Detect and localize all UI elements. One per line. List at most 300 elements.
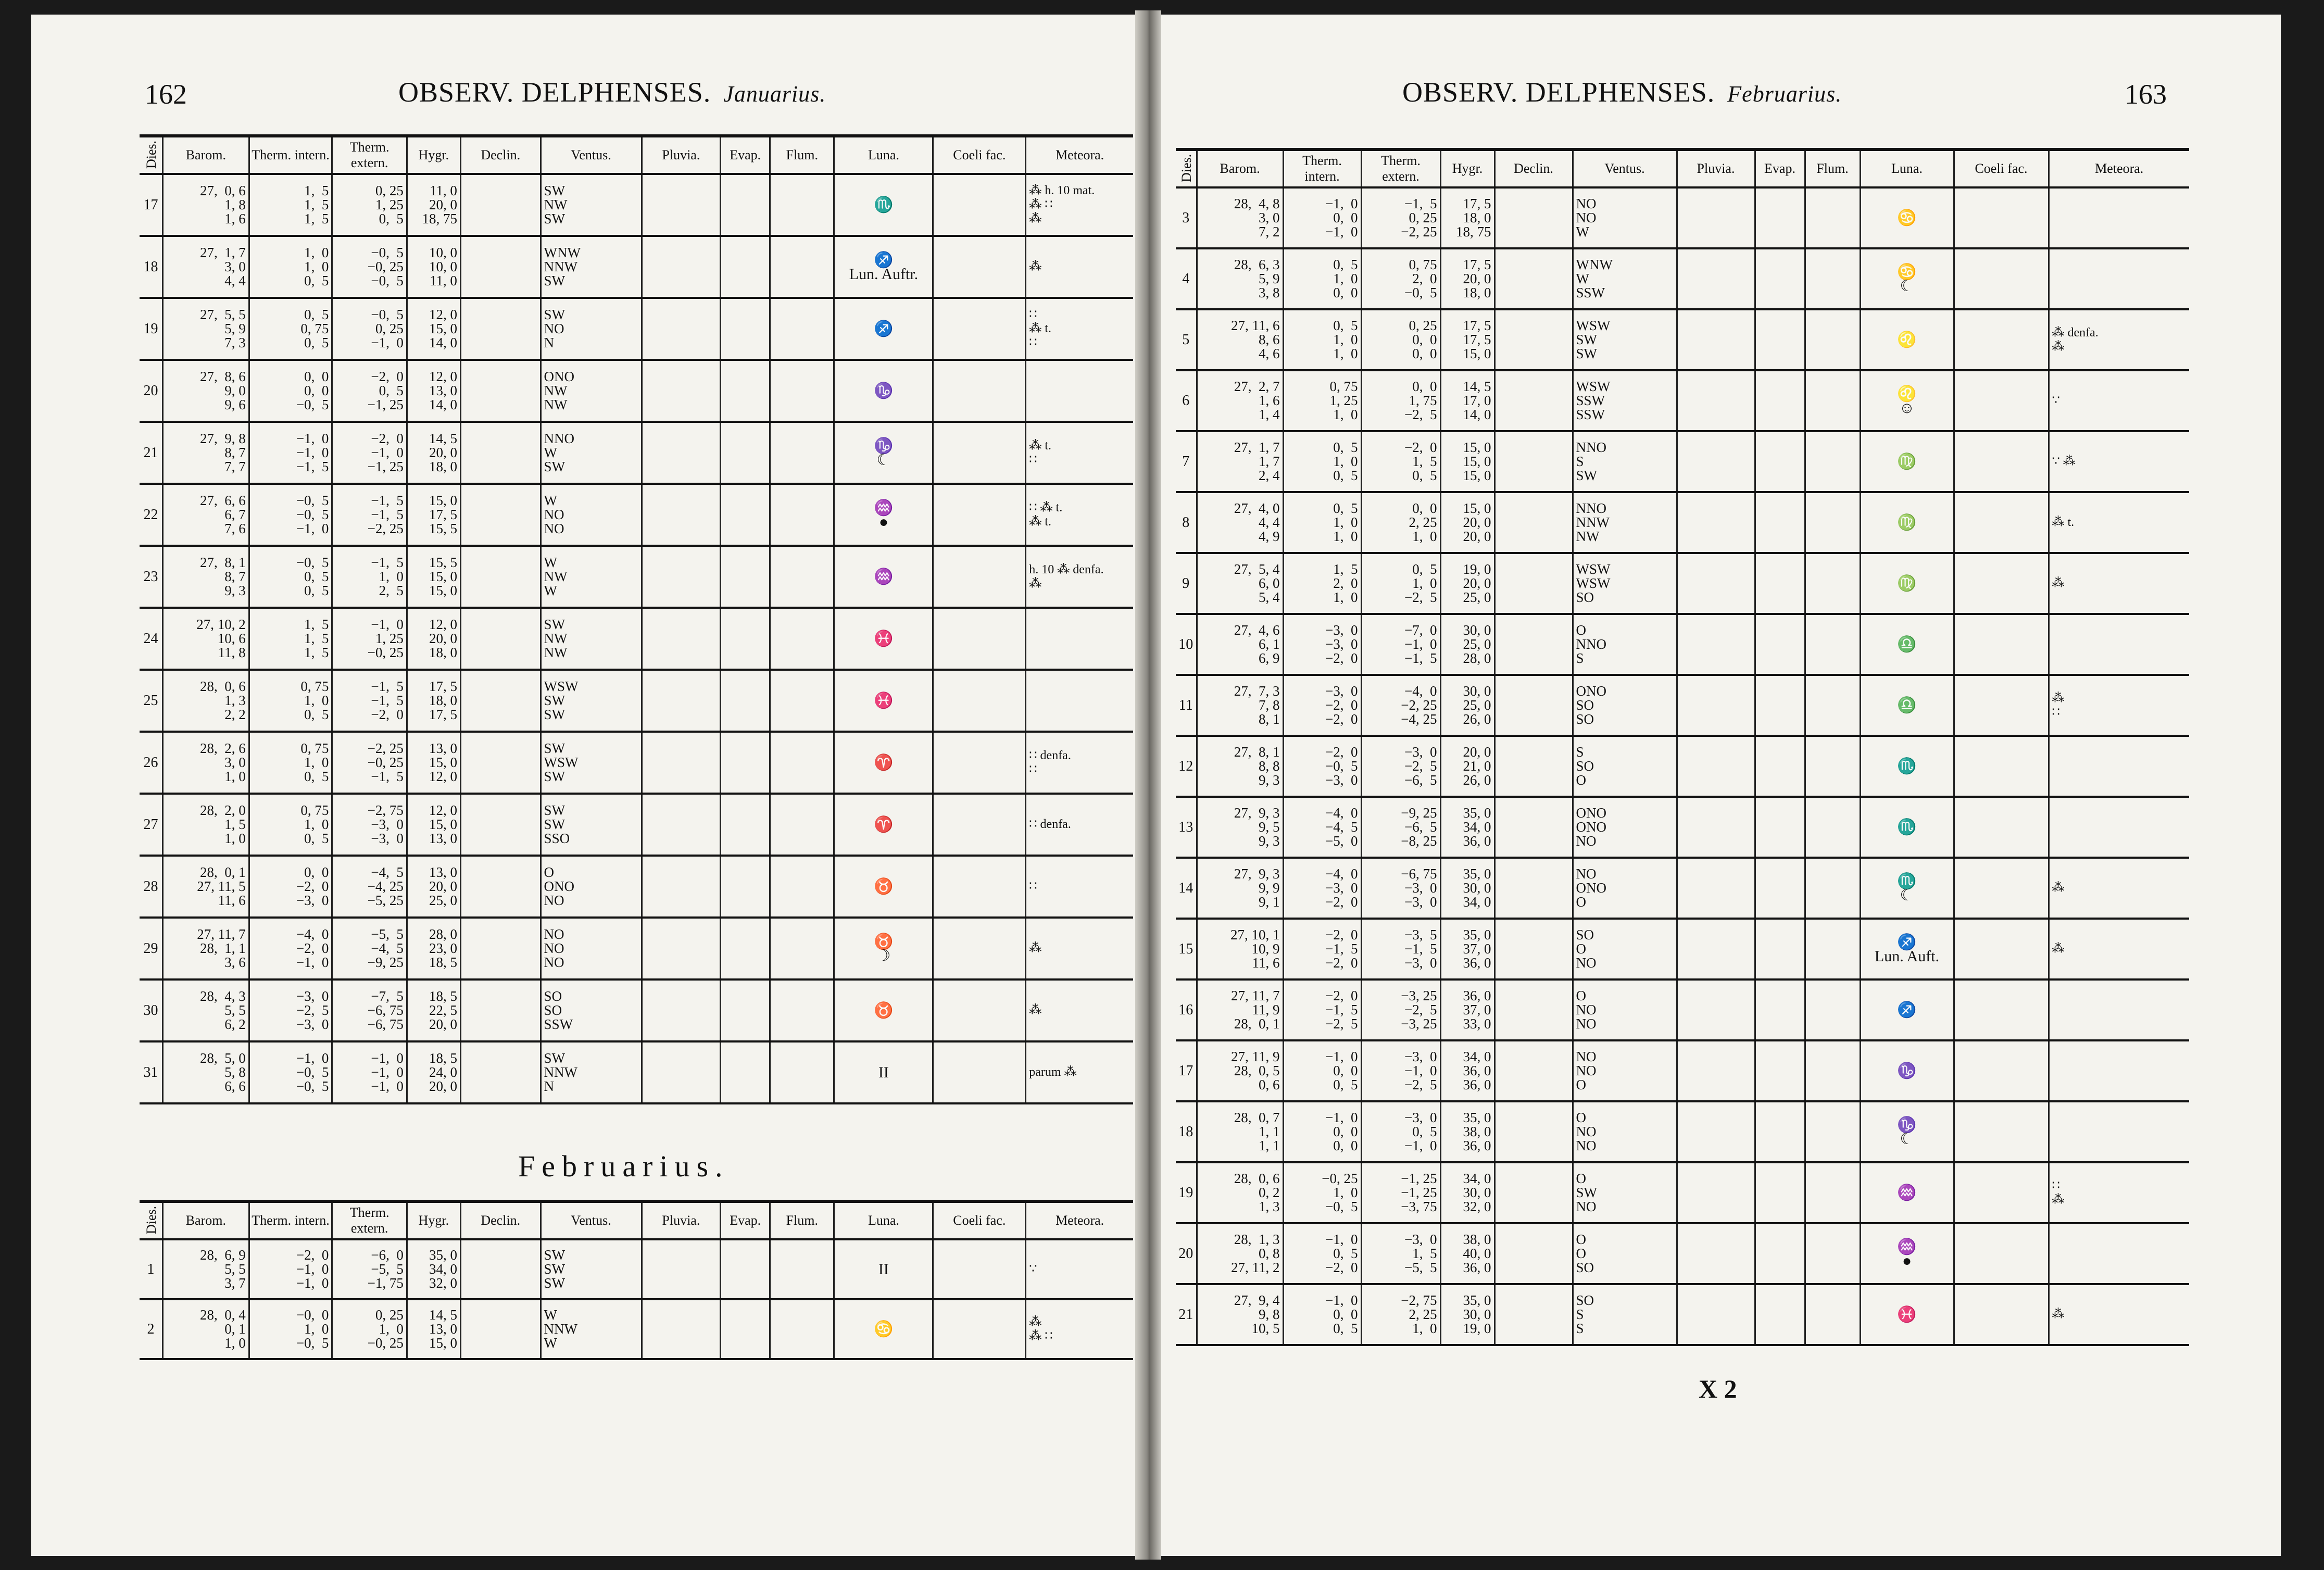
running-head xyxy=(1402,76,1842,108)
cell-therm-extern: −2, 75 −3, 0 −3, 0 xyxy=(332,794,407,856)
cell-coeli-fac xyxy=(933,236,1026,298)
cell-meteora xyxy=(2049,1223,2189,1284)
cell-meteora: ∵ ⁂ xyxy=(2049,431,2189,492)
cell-flum xyxy=(770,1041,834,1103)
cell-evap xyxy=(721,298,770,360)
cell-meteora xyxy=(2049,248,2189,309)
table-row xyxy=(1176,431,2189,492)
cell-therm-intern: 1, 5 2, 0 1, 0 xyxy=(1283,553,1361,614)
cell-therm-intern: −2, 0 −0, 5 −3, 0 xyxy=(1283,736,1361,797)
cell-declin xyxy=(1494,797,1573,858)
cell-therm-extern: −5, 5 −4, 5 −9, 25 xyxy=(332,918,407,979)
cell-therm-extern: −9, 25 −6, 5 −8, 25 xyxy=(1361,797,1440,858)
cell-meteora: ⁂ xyxy=(2049,919,2189,979)
cell-hygr: 13, 0 15, 0 12, 0 xyxy=(407,732,460,794)
cell-dies: 1 xyxy=(140,1239,162,1299)
cell-ventus: SW WSW SW xyxy=(541,732,642,794)
cell-coeli-fac xyxy=(1954,248,2049,309)
cell-luna: ♎ xyxy=(1860,614,1954,675)
cell-flum xyxy=(1805,492,1860,553)
cell-therm-extern: −3, 25 −2, 5 −3, 25 xyxy=(1361,979,1440,1040)
cell-declin xyxy=(1494,1284,1573,1345)
cell-hygr: 15, 0 15, 0 15, 0 xyxy=(1440,431,1494,492)
cell-coeli-fac xyxy=(1954,1040,2049,1101)
header-therm-intern: Therm. intern. xyxy=(1283,149,1361,187)
cell-therm-intern: −1, 0 0, 0 0, 5 xyxy=(1283,1284,1361,1345)
cell-therm-intern: −3, 0 −3, 0 −2, 0 xyxy=(1283,614,1361,675)
cell-luna: ♏ xyxy=(1860,736,1954,797)
cell-evap xyxy=(1755,979,1805,1040)
cell-dies: 3 xyxy=(1176,187,1197,248)
cell-therm-extern: 0, 75 2, 0 −0, 5 xyxy=(1361,248,1440,309)
cell-barom: 28, 2, 6 3, 0 1, 0 xyxy=(162,732,249,794)
cell-flum xyxy=(1805,248,1860,309)
cell-therm-extern: −0, 5 0, 25 −1, 0 xyxy=(332,298,407,360)
header-flum: Flum. xyxy=(770,136,834,174)
cell-declin xyxy=(1494,370,1573,431)
cell-barom: 27, 11, 7 28, 1, 1 3, 6 xyxy=(162,918,249,979)
table-row xyxy=(140,670,1133,732)
cell-pluvia xyxy=(1677,736,1755,797)
header-evap: Evap. xyxy=(721,136,770,174)
cell-therm-extern: 0, 5 1, 0 −2, 5 xyxy=(1361,553,1440,614)
cell-meteora: ⁂ xyxy=(1026,236,1133,298)
cell-hygr: 17, 5 17, 5 15, 0 xyxy=(1440,309,1494,370)
cell-meteora: ⁂ ⁂ ∷ xyxy=(1026,1299,1133,1359)
header-luna: Luna. xyxy=(1860,149,1954,187)
cell-hygr: 14, 5 20, 0 18, 0 xyxy=(407,422,460,484)
cell-pluvia xyxy=(1677,1223,1755,1284)
cell-luna: ♉ xyxy=(834,856,933,918)
cell-dies: 11 xyxy=(1176,675,1197,736)
cell-therm-extern: 0, 0 1, 75 −2, 5 xyxy=(1361,370,1440,431)
cell-hygr: 35, 0 30, 0 34, 0 xyxy=(1440,858,1494,919)
cell-luna: ♉ xyxy=(834,979,933,1041)
cell-pluvia xyxy=(1677,370,1755,431)
cell-luna: ♍ xyxy=(1860,492,1954,553)
cell-meteora xyxy=(2049,187,2189,248)
cell-evap xyxy=(1755,736,1805,797)
cell-therm-intern: −2, 0 −1, 0 −1, 0 xyxy=(249,1239,332,1299)
cell-evap xyxy=(721,1299,770,1359)
cell-luna: ♍ xyxy=(1860,553,1954,614)
cell-luna: II xyxy=(834,1239,933,1299)
cell-luna: ♍ xyxy=(1860,431,1954,492)
table-row xyxy=(1176,614,2189,675)
header-evap: Evap. xyxy=(721,1201,770,1239)
cell-hygr: 14, 5 13, 0 15, 0 xyxy=(407,1299,460,1359)
table-row xyxy=(140,794,1133,856)
cell-therm-intern: −1, 0 0, 0 0, 0 xyxy=(1283,1101,1361,1162)
cell-pluvia xyxy=(642,1239,721,1299)
cell-barom: 28, 4, 8 3, 0 7, 2 xyxy=(1197,187,1283,248)
cell-luna: ♉ ☽ xyxy=(834,918,933,979)
cell-evap xyxy=(1755,1040,1805,1101)
cell-pluvia xyxy=(642,422,721,484)
header-barom: Barom. xyxy=(162,1201,249,1239)
cell-ventus: O O SO xyxy=(1573,1223,1677,1284)
header-therm-extern: Therm. extern. xyxy=(332,136,407,174)
cell-therm-extern: −1, 0 1, 25 −0, 25 xyxy=(332,608,407,670)
cell-ventus: WNW NNW SW xyxy=(541,236,642,298)
cell-hygr: 35, 0 30, 0 19, 0 xyxy=(1440,1284,1494,1345)
header-coeli-fac: Coeli fac. xyxy=(933,1201,1026,1239)
cell-declin xyxy=(460,979,541,1041)
cell-flum xyxy=(770,918,834,979)
cell-evap xyxy=(721,1239,770,1299)
cell-evap xyxy=(721,1041,770,1103)
cell-declin xyxy=(460,298,541,360)
cell-evap xyxy=(721,856,770,918)
cell-hygr: 34, 0 36, 0 36, 0 xyxy=(1440,1040,1494,1101)
cell-barom: 28, 5, 0 5, 8 6, 6 xyxy=(162,1041,249,1103)
cell-evap xyxy=(721,174,770,236)
cell-meteora xyxy=(1026,670,1133,732)
table-row xyxy=(140,1299,1133,1359)
cell-therm-intern: −0, 5 0, 5 0, 5 xyxy=(249,546,332,608)
table-row xyxy=(1176,1223,2189,1284)
cell-flum xyxy=(1805,1101,1860,1162)
cell-barom: 27, 11, 6 8, 6 4, 6 xyxy=(1197,309,1283,370)
cell-declin xyxy=(1494,492,1573,553)
cell-declin xyxy=(460,422,541,484)
cell-hygr: 14, 5 17, 0 14, 0 xyxy=(1440,370,1494,431)
cell-coeli-fac xyxy=(933,484,1026,546)
cell-therm-extern: −3, 0 −2, 5 −6, 5 xyxy=(1361,736,1440,797)
header-meteora: Meteora. xyxy=(1026,1201,1133,1239)
cell-barom: 27, 4, 0 4, 4 4, 9 xyxy=(1197,492,1283,553)
cell-therm-intern: 0, 0 0, 0 −0, 5 xyxy=(249,360,332,422)
cell-flum xyxy=(1805,1040,1860,1101)
cell-pluvia xyxy=(642,918,721,979)
cell-barom: 27, 9, 4 9, 8 10, 5 xyxy=(1197,1284,1283,1345)
cell-luna: ♒ ● xyxy=(834,484,933,546)
cell-pluvia xyxy=(1677,797,1755,858)
cell-pluvia xyxy=(642,794,721,856)
cell-coeli-fac xyxy=(1954,309,2049,370)
cell-therm-intern: 1, 5 1, 5 1, 5 xyxy=(249,174,332,236)
cell-evap xyxy=(721,670,770,732)
cell-therm-intern: −1, 0 0, 0 −1, 0 xyxy=(1283,187,1361,248)
cell-flum xyxy=(770,1299,834,1359)
left-page xyxy=(31,15,1135,1556)
cell-therm-extern: 0, 0 2, 25 1, 0 xyxy=(1361,492,1440,553)
cell-hygr: 28, 0 23, 0 18, 5 xyxy=(407,918,460,979)
cell-barom: 27, 9, 3 9, 9 9, 1 xyxy=(1197,858,1283,919)
cell-ventus: ONO SO SO xyxy=(1573,675,1677,736)
cell-flum xyxy=(1805,614,1860,675)
cell-barom: 28, 0, 7 1, 1 1, 1 xyxy=(1197,1101,1283,1162)
cell-ventus: SW SW SSO xyxy=(541,794,642,856)
cell-coeli-fac xyxy=(933,360,1026,422)
cell-ventus: SO S S xyxy=(1573,1284,1677,1345)
cell-hygr: 12, 0 15, 0 13, 0 xyxy=(407,794,460,856)
cell-declin xyxy=(460,1239,541,1299)
cell-coeli-fac xyxy=(1954,370,2049,431)
table-row xyxy=(1176,858,2189,919)
header-therm-extern: Therm. extern. xyxy=(332,1201,407,1239)
cell-therm-extern: −6, 75 −3, 0 −3, 0 xyxy=(1361,858,1440,919)
cell-declin xyxy=(460,732,541,794)
cell-barom: 28, 0, 6 1, 3 2, 2 xyxy=(162,670,249,732)
header-barom: Barom. xyxy=(1197,149,1283,187)
table-row xyxy=(1176,309,2189,370)
header-pluvia: Pluvia. xyxy=(642,1201,721,1239)
cell-pluvia xyxy=(1677,858,1755,919)
cell-therm-extern: −3, 0 1, 5 −5, 5 xyxy=(1361,1223,1440,1284)
cell-declin xyxy=(1494,614,1573,675)
cell-coeli-fac xyxy=(1954,187,2049,248)
cell-therm-intern: 0, 5 0, 75 0, 5 xyxy=(249,298,332,360)
cell-coeli-fac xyxy=(1954,431,2049,492)
cell-evap xyxy=(721,546,770,608)
cell-barom: 27, 1, 7 1, 7 2, 4 xyxy=(1197,431,1283,492)
cell-therm-extern: −1, 5 0, 25 −2, 25 xyxy=(1361,187,1440,248)
header-ventus: Ventus. xyxy=(1573,149,1677,187)
cell-hygr: 17, 5 18, 0 17, 5 xyxy=(407,670,460,732)
cell-evap xyxy=(1755,431,1805,492)
cell-pluvia xyxy=(1677,492,1755,553)
table-row xyxy=(1176,797,2189,858)
cell-luna: ♐ Lun. Auftr. xyxy=(834,236,933,298)
cell-luna: ♋ xyxy=(1860,187,1954,248)
cell-ventus: O ONO NO xyxy=(541,856,642,918)
cell-meteora: ∵ xyxy=(1026,1239,1133,1299)
cell-hygr: 38, 0 40, 0 36, 0 xyxy=(1440,1223,1494,1284)
cell-flum xyxy=(1805,797,1860,858)
cell-therm-intern: −2, 0 −1, 5 −2, 0 xyxy=(1283,919,1361,979)
cell-therm-extern: −4, 0 −2, 25 −4, 25 xyxy=(1361,675,1440,736)
cell-luna: ♑ xyxy=(834,360,933,422)
table-header-row xyxy=(140,1201,1133,1239)
cell-therm-extern: −2, 0 −1, 0 −1, 25 xyxy=(332,422,407,484)
cell-hygr: 18, 5 22, 5 20, 0 xyxy=(407,979,460,1041)
cell-luna: ♎ xyxy=(1860,675,1954,736)
cell-pluvia xyxy=(642,732,721,794)
cell-dies: 21 xyxy=(140,422,162,484)
table-row xyxy=(1176,370,2189,431)
cell-barom: 27, 5, 5 5, 9 7, 3 xyxy=(162,298,249,360)
cell-evap xyxy=(721,422,770,484)
cell-dies: 14 xyxy=(1176,858,1197,919)
cell-flum xyxy=(770,360,834,422)
cell-evap xyxy=(1755,1284,1805,1345)
cell-hygr: 17, 5 20, 0 18, 0 xyxy=(1440,248,1494,309)
cell-dies: 18 xyxy=(140,236,162,298)
cell-coeli-fac xyxy=(1954,858,2049,919)
cell-dies: 31 xyxy=(140,1041,162,1103)
table-row xyxy=(1176,1101,2189,1162)
cell-dies: 21 xyxy=(1176,1284,1197,1345)
cell-barom: 27, 8, 1 8, 8 9, 3 xyxy=(1197,736,1283,797)
cell-pluvia xyxy=(1677,309,1755,370)
cell-dies: 24 xyxy=(140,608,162,670)
cell-coeli-fac xyxy=(933,298,1026,360)
cell-meteora xyxy=(2049,736,2189,797)
cell-luna: ♐ xyxy=(1860,979,1954,1040)
cell-pluvia xyxy=(1677,187,1755,248)
cell-flum xyxy=(1805,1162,1860,1223)
cell-meteora: ⁂ xyxy=(1026,979,1133,1041)
cell-barom: 28, 0, 1 27, 11, 5 11, 6 xyxy=(162,856,249,918)
cell-meteora: ⁂ denfa. ⁂ xyxy=(2049,309,2189,370)
cell-evap xyxy=(721,918,770,979)
cell-flum xyxy=(770,979,834,1041)
cell-ventus: SW NNW N xyxy=(541,1041,642,1103)
cell-ventus: S SO O xyxy=(1573,736,1677,797)
cell-therm-intern: −3, 0 −2, 0 −2, 0 xyxy=(1283,675,1361,736)
cell-pluvia xyxy=(1677,1040,1755,1101)
cell-hygr: 12, 0 13, 0 14, 0 xyxy=(407,360,460,422)
cell-luna: ♒ ● xyxy=(1860,1223,1954,1284)
cell-coeli-fac xyxy=(1954,919,2049,979)
cell-luna: ♈ xyxy=(834,732,933,794)
header-hygr: Hygr. xyxy=(1440,149,1494,187)
cell-ventus: O NO NO xyxy=(1573,979,1677,1040)
cell-hygr: 17, 5 18, 0 18, 75 xyxy=(1440,187,1494,248)
cell-therm-extern: −6, 0 −5, 5 −1, 75 xyxy=(332,1239,407,1299)
table-row xyxy=(140,484,1133,546)
cell-barom: 27, 5, 4 6, 0 5, 4 xyxy=(1197,553,1283,614)
cell-meteora: ∷ denfa. ∷ xyxy=(1026,732,1133,794)
cell-coeli-fac xyxy=(1954,736,2049,797)
cell-meteora: ⁂ h. 10 mat. ⁂ ∷ ⁂ xyxy=(1026,174,1133,236)
cell-coeli-fac xyxy=(933,856,1026,918)
cell-declin xyxy=(1494,1101,1573,1162)
cell-dies: 9 xyxy=(1176,553,1197,614)
cell-meteora: ∷ ⁂ xyxy=(2049,1162,2189,1223)
cell-barom: 28, 1, 3 0, 8 27, 11, 2 xyxy=(1197,1223,1283,1284)
cell-flum xyxy=(1805,1223,1860,1284)
cell-pluvia xyxy=(642,360,721,422)
book-gutter xyxy=(1135,10,1161,1560)
cell-declin xyxy=(1494,309,1573,370)
cell-evap xyxy=(1755,614,1805,675)
cell-therm-extern: −1, 0 −1, 0 −1, 0 xyxy=(332,1041,407,1103)
cell-luna: ♑ xyxy=(1860,1040,1954,1101)
header-declin: Declin. xyxy=(1494,149,1573,187)
cell-dies: 7 xyxy=(1176,431,1197,492)
cell-coeli-fac xyxy=(933,670,1026,732)
cell-flum xyxy=(770,670,834,732)
cell-dies: 22 xyxy=(140,484,162,546)
cell-barom: 27, 4, 6 6, 1 6, 9 xyxy=(1197,614,1283,675)
cell-dies: 2 xyxy=(140,1299,162,1359)
cell-evap xyxy=(721,794,770,856)
cell-therm-intern: −1, 0 0, 0 0, 5 xyxy=(1283,1040,1361,1101)
cell-hygr: 10, 0 10, 0 11, 0 xyxy=(407,236,460,298)
cell-meteora: ∷ xyxy=(1026,856,1133,918)
cell-ventus: NO ONO O xyxy=(1573,858,1677,919)
header-meteora: Meteora. xyxy=(1026,136,1133,174)
page-number: 162 xyxy=(145,79,187,110)
cell-therm-extern: −4, 5 −4, 25 −5, 25 xyxy=(332,856,407,918)
cell-dies: 4 xyxy=(1176,248,1197,309)
cell-flum xyxy=(1805,919,1860,979)
cell-flum xyxy=(770,484,834,546)
cell-ventus: NNO W SW xyxy=(541,422,642,484)
cell-luna: ♋ xyxy=(834,1299,933,1359)
cell-barom: 27, 8, 6 9, 0 9, 6 xyxy=(162,360,249,422)
cell-dies: 5 xyxy=(1176,309,1197,370)
cell-meteora xyxy=(2049,797,2189,858)
table-row xyxy=(140,918,1133,979)
cell-evap xyxy=(721,360,770,422)
header-evap: Evap. xyxy=(1755,149,1805,187)
cell-dies: 20 xyxy=(1176,1223,1197,1284)
header-declin: Declin. xyxy=(460,1201,541,1239)
cell-declin xyxy=(1494,675,1573,736)
cell-evap xyxy=(1755,1223,1805,1284)
cell-barom: 27, 7, 3 7, 8 8, 1 xyxy=(1197,675,1283,736)
cell-dies: 19 xyxy=(140,298,162,360)
cell-dies: 20 xyxy=(140,360,162,422)
cell-luna: II xyxy=(834,1041,933,1103)
cell-coeli-fac xyxy=(1954,492,2049,553)
cell-ventus: ONO NW NW xyxy=(541,360,642,422)
cell-therm-extern: −7, 5 −6, 75 −6, 75 xyxy=(332,979,407,1041)
header-therm-extern: Therm. extern. xyxy=(1361,149,1440,187)
cell-pluvia xyxy=(642,236,721,298)
cell-therm-intern: −0, 25 1, 0 −0, 5 xyxy=(1283,1162,1361,1223)
cell-declin xyxy=(460,794,541,856)
cell-flum xyxy=(770,298,834,360)
cell-ventus: WSW SW SW xyxy=(541,670,642,732)
cell-declin xyxy=(1494,248,1573,309)
cell-therm-extern: −1, 5 −1, 5 −2, 0 xyxy=(332,670,407,732)
cell-therm-extern: −3, 0 0, 5 −1, 0 xyxy=(1361,1101,1440,1162)
cell-dies: 28 xyxy=(140,856,162,918)
cell-evap xyxy=(1755,1162,1805,1223)
cell-flum xyxy=(1805,553,1860,614)
cell-flum xyxy=(770,794,834,856)
cell-declin xyxy=(1494,858,1573,919)
january-observation-table xyxy=(140,134,1133,1104)
cell-ventus: O NO NO xyxy=(1573,1101,1677,1162)
cell-flum xyxy=(770,732,834,794)
cell-ventus: SW SW SW xyxy=(541,1239,642,1299)
cell-declin xyxy=(1494,1162,1573,1223)
table-header-row xyxy=(140,136,1133,174)
cell-meteora: ⁂ xyxy=(2049,1284,2189,1345)
cell-pluvia xyxy=(642,670,721,732)
cell-declin xyxy=(1494,1223,1573,1284)
cell-hygr: 11, 0 20, 0 18, 75 xyxy=(407,174,460,236)
february-subheading: Februarius. xyxy=(518,1149,730,1183)
cell-coeli-fac xyxy=(933,918,1026,979)
header-coeli-fac: Coeli fac. xyxy=(1954,149,2049,187)
cell-flum xyxy=(1805,370,1860,431)
cell-ventus: SO O NO xyxy=(1573,919,1677,979)
cell-coeli-fac xyxy=(1954,614,2049,675)
cell-hygr: 35, 0 34, 0 36, 0 xyxy=(1440,797,1494,858)
cell-therm-intern: −1, 0 0, 5 −2, 0 xyxy=(1283,1223,1361,1284)
cell-flum xyxy=(1805,431,1860,492)
cell-luna: ♈ xyxy=(834,794,933,856)
cell-hygr: 30, 0 25, 0 26, 0 xyxy=(1440,675,1494,736)
cell-coeli-fac xyxy=(933,422,1026,484)
cell-declin xyxy=(460,546,541,608)
header-ventus: Ventus. xyxy=(541,1201,642,1239)
cell-evap xyxy=(721,608,770,670)
cell-barom: 28, 6, 9 5, 5 3, 7 xyxy=(162,1239,249,1299)
cell-dies: 26 xyxy=(140,732,162,794)
cell-therm-intern: −3, 0 −2, 5 −3, 0 xyxy=(249,979,332,1041)
cell-ventus: WSW SSW SSW xyxy=(1573,370,1677,431)
table-row xyxy=(1176,919,2189,979)
cell-therm-intern: 0, 5 1, 0 0, 5 xyxy=(1283,431,1361,492)
cell-meteora: h. 10 ⁂ denfa. ⁂ xyxy=(1026,546,1133,608)
